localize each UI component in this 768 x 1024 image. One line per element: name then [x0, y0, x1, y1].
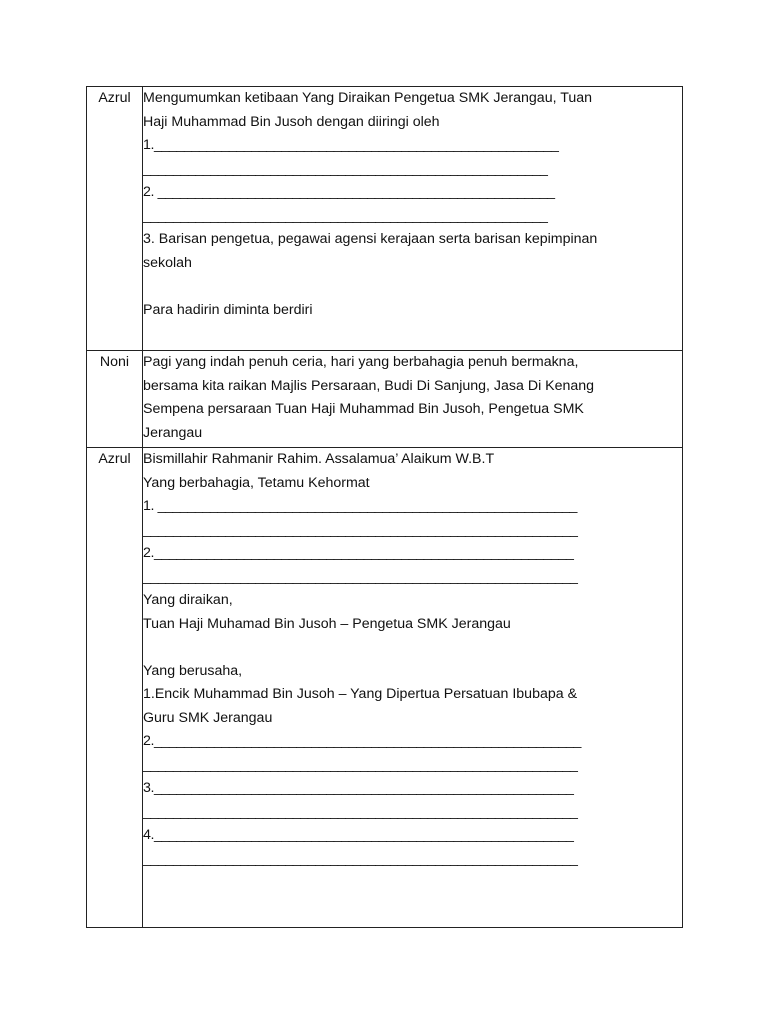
content-cell — [143, 351, 683, 448]
script-line: Pagi yang indah penuh ceria, hari yang berbahagia penuh bermakna, — [143, 354, 579, 370]
table-row — [87, 351, 683, 448]
script-line: Yang berusaha, — [143, 662, 243, 679]
speaker-name: Azrul — [98, 90, 131, 106]
fill-in-line: __________________________________________________________ — [143, 521, 578, 538]
script-line: Mengumumkan ketibaan Yang Diraikan Pengetua SMK Jerangau, Tuan — [143, 90, 593, 106]
speaker-name: Noni — [99, 354, 130, 370]
table-row — [87, 87, 683, 351]
fill-in-line: 3.________________________________________________________ — [143, 780, 574, 796]
fill-in-line: 2._________________________________________________________ — [143, 733, 581, 749]
script-line: Bismillahir Rahmanir Rahim. Assalamua’ Alaikum W.B.T — [143, 451, 495, 467]
fill-in-line: __________________________________________________________ — [143, 568, 578, 585]
script-line: Para hadirin diminta berdiri — [143, 301, 313, 318]
speaker-cell — [87, 87, 143, 351]
blank-line — [143, 636, 682, 660]
script-line: Guru SMK Jerangau — [143, 709, 273, 726]
program-script-table — [86, 86, 683, 928]
content-cell — [143, 87, 683, 351]
fill-in-line: ______________________________________________________ — [143, 207, 548, 224]
script-line: 1.Encik Muhammad Bin Jusoh – Yang Dipertua Persatuan Ibubapa & — [143, 686, 578, 702]
fill-in-line: __________________________________________________________ — [143, 803, 578, 820]
fill-in-line: __________________________________________________________ — [143, 850, 578, 867]
fill-in-line: ______________________________________________________ — [143, 160, 548, 177]
fill-in-line: 1. ________________________________________________________ — [143, 498, 578, 514]
script-line: bersama kita raikan Majlis Persaraan, Budi Di Sanjung, Jasa Di Kenang — [143, 377, 595, 394]
blank-line — [143, 275, 682, 299]
script-line: 3. Barisan pengetua, pegawai agensi kerajaan serta barisan kepimpinan — [143, 231, 598, 247]
speaker-name: Azrul — [98, 451, 131, 467]
script-line: Yang berbahagia, Tetamu Kehormat — [143, 474, 370, 491]
fill-in-line: 1.______________________________________________________ — [143, 137, 559, 153]
script-line: Tuan Haji Muhamad Bin Jusoh – Pengetua SMK Jerangau — [143, 615, 511, 632]
speaker-cell — [87, 351, 143, 448]
script-line: sekolah — [143, 254, 192, 271]
fill-in-line: 2.________________________________________________________ — [143, 545, 574, 561]
script-line: Haji Muhammad Bin Jusoh dengan diiringi oleh — [143, 113, 440, 130]
content-cell — [143, 448, 683, 928]
script-line: Yang diraikan, — [143, 592, 233, 608]
script-line: Sempena persaraan Tuan Haji Muhammad Bin Jusoh, Pengetua SMK — [143, 401, 584, 417]
fill-in-line: 2. _____________________________________________________ — [143, 184, 555, 200]
table-row — [87, 448, 683, 928]
script-line: Jerangau — [143, 424, 203, 441]
speaker-cell — [87, 448, 143, 928]
fill-in-line: __________________________________________________________ — [143, 756, 578, 773]
fill-in-line: 4.________________________________________________________ — [143, 827, 574, 843]
